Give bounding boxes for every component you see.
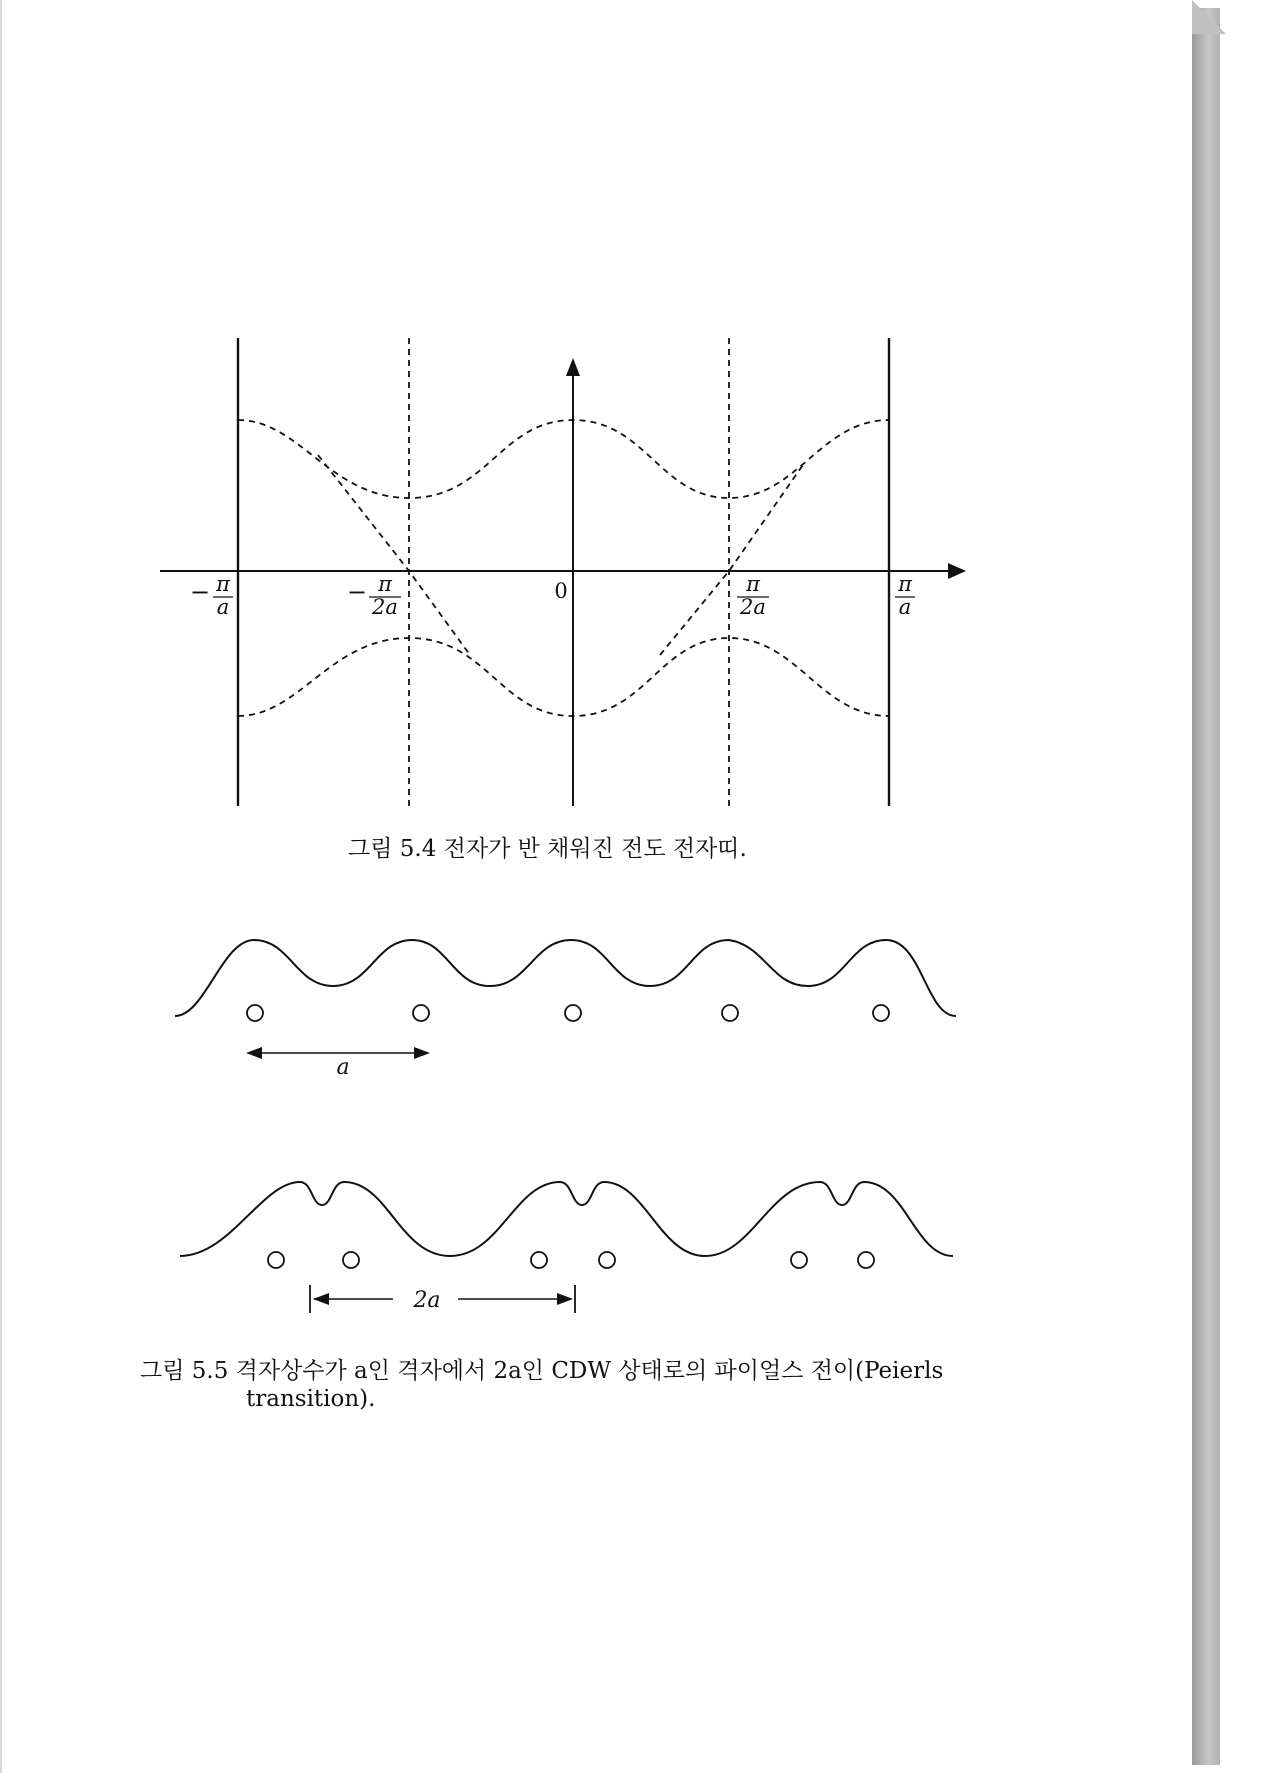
tick-neg-pi-2a-sign: − [346, 578, 368, 606]
free-band-left [318, 455, 470, 655]
tick-neg-pi-2a-den: 2a [372, 595, 398, 619]
figure-5-5-caption-line-1: 그림 5.5 격자상수가 a인 격자에서 2a인 CDW 상태로의 파이얼스 전이(Peierls [140, 1358, 944, 1384]
lower-band-curve [238, 638, 889, 716]
energy-axis-arrowhead [566, 358, 580, 376]
tick-neg-pi-a-sign: − [189, 578, 211, 606]
spacing-2a-arrowhead-right [557, 1293, 573, 1305]
tick-neg-pi-a-num: π [216, 572, 230, 596]
figure-5-5-caption-line-2: transition). [246, 1386, 376, 1412]
page-edge-shadow [1192, 8, 1220, 1765]
tick-pi-a-den: a [898, 595, 912, 619]
tick-pi-2a-den: 2a [740, 595, 766, 619]
cdw-charge-density-wave [180, 1182, 953, 1256]
figure-5-4-caption: 그림 5.4 전자가 반 채워진 전도 전자띠. [348, 836, 747, 862]
tick-zero: 0 [554, 579, 568, 603]
figure-5-5-peierls-diagram [0, 880, 1192, 1340]
tick-pi-a-num: π [898, 572, 912, 596]
spacing-2a-arrowhead-left [313, 1293, 329, 1305]
spacing-a-arrowhead-right [414, 1047, 430, 1059]
lattice-ions-dimerized [268, 1252, 874, 1268]
spacing-2a-label: 2a [413, 1288, 441, 1313]
page-corner-fold [1186, 0, 1226, 34]
upper-band-curve [238, 420, 889, 498]
spacing-a-arrowhead-left [246, 1047, 262, 1059]
figure-5-4-band-diagram [0, 0, 1192, 820]
spacing-a-label: a [336, 1055, 350, 1080]
tick-neg-pi-2a-num: π [378, 572, 392, 596]
free-band-right [660, 462, 805, 655]
uniform-charge-density-wave [175, 940, 956, 1016]
tick-pi-2a-num: π [746, 572, 760, 596]
lattice-ions-uniform [247, 1005, 889, 1021]
k-axis-arrowhead [948, 563, 966, 579]
tick-neg-pi-a-den: a [216, 595, 230, 619]
